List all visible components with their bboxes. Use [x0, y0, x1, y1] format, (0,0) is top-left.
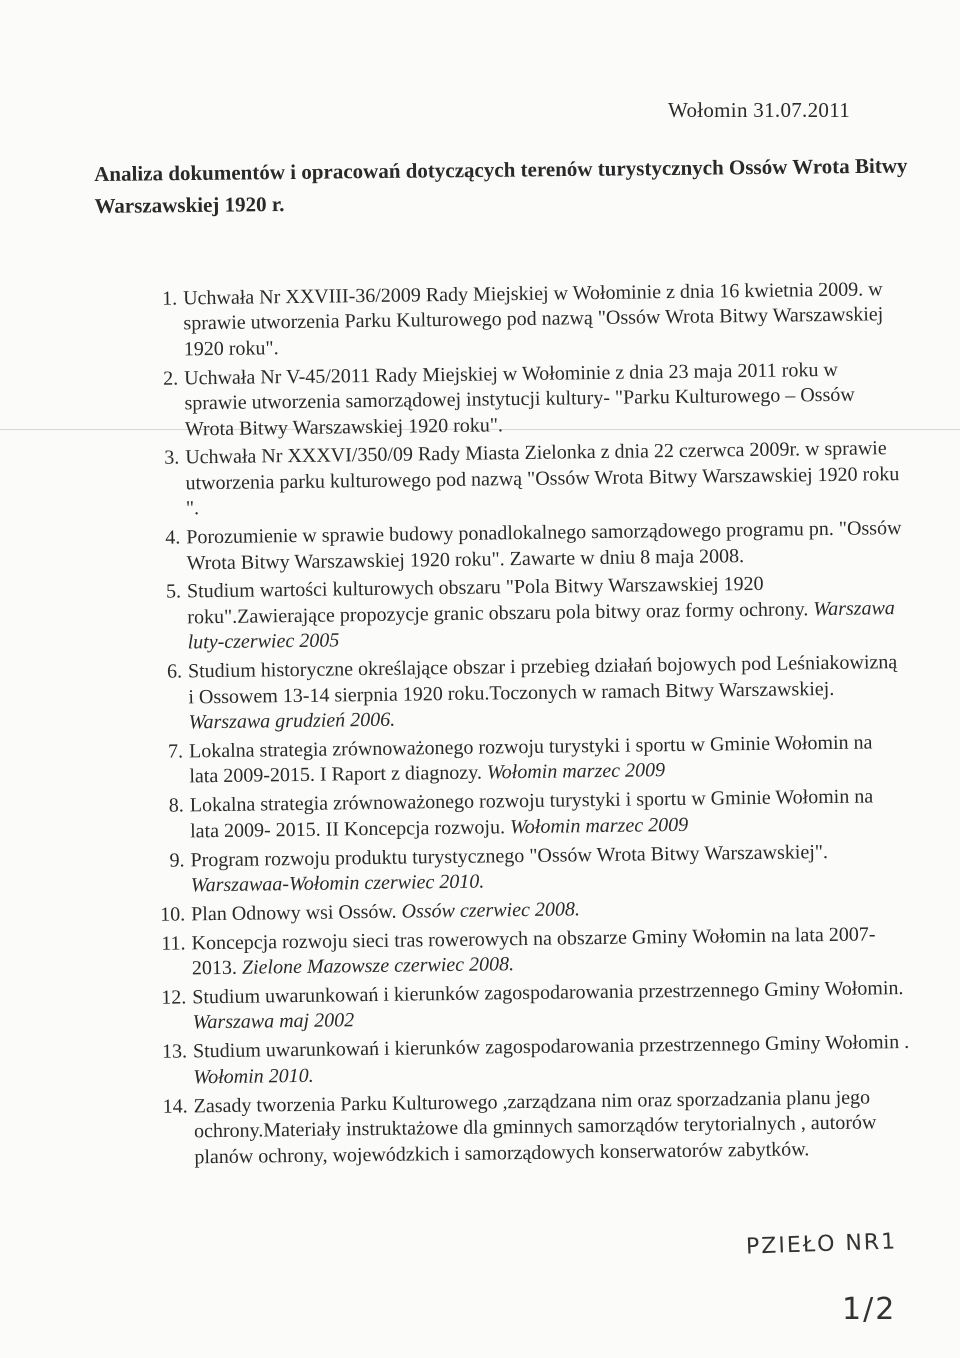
list-item-number: 4. — [165, 526, 181, 549]
list-item-text — [190, 839, 908, 899]
list-item-text — [192, 976, 910, 1036]
list-item-number: 9. — [169, 848, 185, 872]
list-item-text — [185, 436, 903, 522]
document-list — [140, 277, 912, 1174]
list-item — [142, 436, 903, 522]
list-item — [150, 1030, 911, 1091]
list-item — [144, 570, 905, 656]
document-title: Analiza dokumentów i opracowań dotyczących terenów turystycznych Ossów Wrota Bitwy Warszawskiej 1920 r. — [94, 153, 908, 218]
list-item — [148, 922, 909, 983]
list-item-body: Studium wartości kulturowych obszaru "Pola Bitwy Warszawskiej 1920 roku".Zawierające propozycje granic obszaru pola bitwy oraz formy ochrony. — [186, 573, 809, 629]
list-item-text — [186, 516, 904, 576]
handwritten-page-number: 1/2 — [842, 1292, 897, 1327]
list-item-body: Uchwała Nr XXXVI/350/09 Rady Miasta Zielonka z dnia 22 czerwca 2009r. w sprawie utworzenia parku kulturowego pod nazwą "Ossów Wrota Bitwy Warszawskiej 1920 roku ". — [185, 437, 900, 520]
handwritten-label: PZIEŁO NR1 — [745, 1229, 898, 1260]
list-item-body: Studium uwarunkowań i kierunków zagospodarowania przestrzennego Gminy Wołomin. — [192, 977, 904, 1009]
list-item-number: 14. — [162, 1095, 188, 1118]
list-item — [143, 516, 904, 577]
list-item — [147, 784, 908, 845]
list-item-note: Wołomin 2010. — [193, 1064, 314, 1089]
list-item-body: Program rozwoju produktu turystycznego "Ossów Wrota Bitwy Warszawskiej". — [190, 840, 829, 871]
list-item — [147, 839, 908, 900]
list-item-note: Ossów czerwiec 2008. — [401, 898, 581, 923]
list-item-body: Studium uwarunkowań i kierunków zagospodarowania przestrzennego Gminy Wołomin . — [192, 1031, 910, 1063]
list-item-number: 6. — [166, 660, 183, 683]
list-item — [145, 650, 906, 736]
list-item-note: Warszawaa-Wołomin czerwiec 2010. — [190, 870, 485, 897]
list-item-text — [183, 277, 901, 363]
list-item-number: 13. — [161, 1040, 188, 1064]
list-item-body: Plan Odnowy wsi Ossów. — [191, 900, 397, 926]
list-item-note: Wołomin marzec 2009 — [509, 813, 689, 838]
list-item-text — [188, 650, 906, 736]
list-item-text — [191, 922, 909, 982]
list-item — [149, 976, 910, 1037]
list-item-text — [184, 357, 902, 443]
list-item-number: 12. — [161, 986, 187, 1009]
list-item-body: Porozumienie w sprawie budowy ponadlokalnego samorządowego programu pn. "Ossów Wrota Bitwy Warszawskiej 1920 roku". Zawarte w dniu 8 maja 2008. — [186, 517, 902, 574]
list-item-text — [190, 784, 908, 844]
list-item-body: Lokalna strategia zrównoważonego rozwoju turystyki i sportu w Gminie Wołomin na lata 2009- 2015. II Koncepcja rozwoju. — [189, 785, 874, 843]
list-item-body: Lokalna strategia zrównoważonego rozwoju turystyki i sportu w Gminie Wołomin na lata 2009-2015. I Raport z diagnozy. — [188, 731, 873, 788]
list-item-note: Wołomin marzec 2009 — [486, 759, 666, 784]
list-item-note: Warszawa grudzień 2006. — [188, 708, 396, 734]
list-item-body: Zasady tworzenia Parku Kulturowego ,zarządzana nim oraz sporzadzania planu jego ochrony.Materiały instruktażowe dla gminnych samorządów terytorialnych , autorów planów ochrony, wojewódzkich i samorządowych konserwatorów zabytków. — [193, 1086, 877, 1168]
list-item-note: Warszawa luty-czerwiec 2005 — [187, 597, 895, 654]
list-item — [140, 277, 901, 363]
list-item-body: Uchwała Nr XXVIII-36/2009 Rady Miejskiej w Wołominie z dnia 16 kwietnia 2009. w sprawie utworzenia Parku Kulturowego pod nazwą "Ossów Wrota Bitwy Warszawskiej 1920 roku". — [183, 278, 884, 361]
list-item-text — [194, 1085, 912, 1171]
list-item-number: 10. — [160, 903, 186, 926]
list-item-number: 11. — [161, 932, 186, 955]
list-item — [151, 1085, 912, 1171]
list-item-number: 8. — [168, 794, 184, 817]
list-item — [141, 357, 902, 443]
list-item-text — [193, 1030, 911, 1090]
list-item-text — [187, 570, 905, 656]
list-item-number: 1. — [162, 287, 178, 310]
list-item-number: 3. — [164, 446, 180, 470]
list-item-text — [189, 730, 907, 790]
list-item-number: 5. — [165, 580, 182, 604]
list-item-number: 2. — [163, 367, 179, 390]
list-item-number: 7. — [167, 740, 184, 763]
list-item-note: Warszawa maj 2002 — [192, 1009, 355, 1034]
list-item-body: Koncepcja rozwoju sieci tras rowerowych na obszarze Gminy Wołomin na lata 2007-2013. — [191, 923, 876, 980]
list-item-body: Studium historyczne określające obszar i przebieg działań bojowych pod Leśniakowizną i Ossowem 13-14 sierpnia 1920 roku.Toczonych w ramach Bitwy Warszawskiej. — [187, 651, 898, 708]
list-item-body: Uchwała Nr V-45/2011 Rady Miejskiej w Wołominie z dnia 23 maja 2011 roku w sprawie utworzenia samorządowej instytucji kultury- "Parku Kulturowego – Ossów Wrota Bitwy Warszawskiej 1920 roku". — [184, 358, 855, 440]
list-item — [146, 730, 907, 791]
list-item-note: Zielone Mazowsze czerwiec 2008. — [241, 953, 515, 979]
document-date: Wołomin 31.07.2011 — [668, 98, 851, 122]
